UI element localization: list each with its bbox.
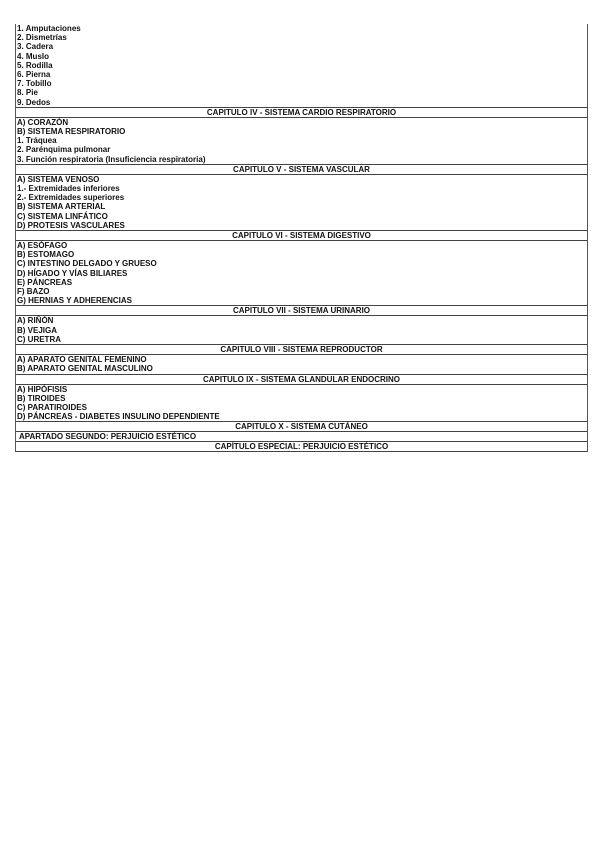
list-item: 2. Parénquima pulmonar	[17, 145, 111, 155]
list-item: 6. Pierna	[17, 70, 51, 80]
list-item: 3. Función respiratoria (Insuficiencia respiratoria)	[17, 154, 206, 164]
list-item: 2. Dismetrías	[17, 33, 67, 43]
list-item: 2.- Extremidades superiores	[17, 193, 125, 203]
capitulo-ix-section	[16, 385, 587, 423]
list-item: 7. Tobillo	[17, 79, 52, 89]
capitulo-iv-section	[16, 118, 587, 165]
list-item: D) PROTESIS VASCULARES	[17, 220, 125, 230]
capitulo-especial-header: CAPÍTULO ESPECIAL: PERJUICIO ESTÉTICO	[16, 442, 587, 452]
list-item: 5. Rodilla	[17, 60, 53, 70]
capitulo-vii-section	[16, 316, 587, 345]
capitulo-vi-header: CAPITULO VI - SISTEMA DIGESTIVO	[16, 231, 587, 241]
apartado-segundo-row	[16, 432, 587, 442]
list-item: C) SISTEMA LINFÁTICO	[17, 211, 108, 221]
list-item: A) ESÓFAGO	[17, 241, 68, 251]
list-item: C) URETRA	[17, 334, 61, 344]
list-item: B) SISTEMA RESPIRATORIO	[17, 127, 126, 137]
list-item: B) VEJIGA	[17, 325, 58, 335]
list-item: 4. Muslo	[17, 51, 50, 61]
list-item: G) HERNIAS Y ADHERENCIAS	[17, 296, 132, 306]
list-item: E) PÁNCREAS	[17, 277, 73, 287]
list-item: D) PÁNCREAS - DIABETES INSULINO DEPENDIENTE	[17, 412, 220, 422]
list-item: 9. Dedos	[17, 97, 51, 107]
document-table	[15, 24, 588, 452]
capitulo-iv-header: CAPITULO IV - SISTEMA CARDIO RESPIRATORIO	[16, 108, 587, 118]
list-item: 8. Pie	[17, 88, 38, 98]
list-item: 1. Amputaciones	[17, 24, 81, 33]
capitulo-viii-section	[16, 355, 587, 374]
capitulo-x-header: CAPITULO X - SISTEMA CUTÁNEO	[16, 422, 587, 432]
list-item: B) APARATO GENITAL MASCULINO	[17, 364, 153, 374]
list-item: C) PARATIROIDES	[17, 402, 87, 412]
list-item: A) HIPÓFISIS	[17, 384, 68, 394]
list-item: B) TIROIDES	[17, 393, 66, 403]
capitulo-vi-section	[16, 241, 587, 306]
list-item: C) INTESTINO DELGADO Y GRUESO	[17, 259, 157, 269]
list-item: 1.- Extremidades inferiores	[17, 184, 120, 194]
list-item: A) SISTEMA VENOSO	[17, 174, 100, 184]
capitulo-iii-section	[16, 24, 587, 108]
list-item: F) BAZO	[17, 287, 50, 297]
list-item: B) ESTOMAGO	[17, 250, 75, 260]
list-item: D) HÍGADO Y VÍAS BILIARES	[17, 268, 128, 278]
capitulo-v-section	[16, 175, 587, 231]
list-item: 3. Cadera	[17, 42, 54, 52]
capitulo-ix-header: CAPITULO IX - SISTEMA GLANDULAR ENDOCRINO	[16, 375, 587, 385]
apartado-segundo-label: APARTADO SEGUNDO: PERJUICIO ESTÉTICO	[19, 432, 197, 442]
capitulo-v-header: CAPITULO V - SISTEMA VASCULAR	[16, 165, 587, 175]
capitulo-vii-header: CAPITULO VII - SISTEMA URINARIO	[16, 306, 587, 316]
capitulo-viii-header: CAPITULO VIII - SISTEMA REPRODUCTOR	[16, 345, 587, 355]
list-item: 1. Tráquea	[17, 136, 57, 146]
list-item: B) SISTEMA ARTERIAL	[17, 202, 106, 212]
list-item: A) CORAZÓN	[17, 117, 69, 127]
list-item: A) APARATO GENITAL FEMENINO	[17, 355, 147, 365]
list-item: A) RIÑÓN	[17, 316, 54, 326]
